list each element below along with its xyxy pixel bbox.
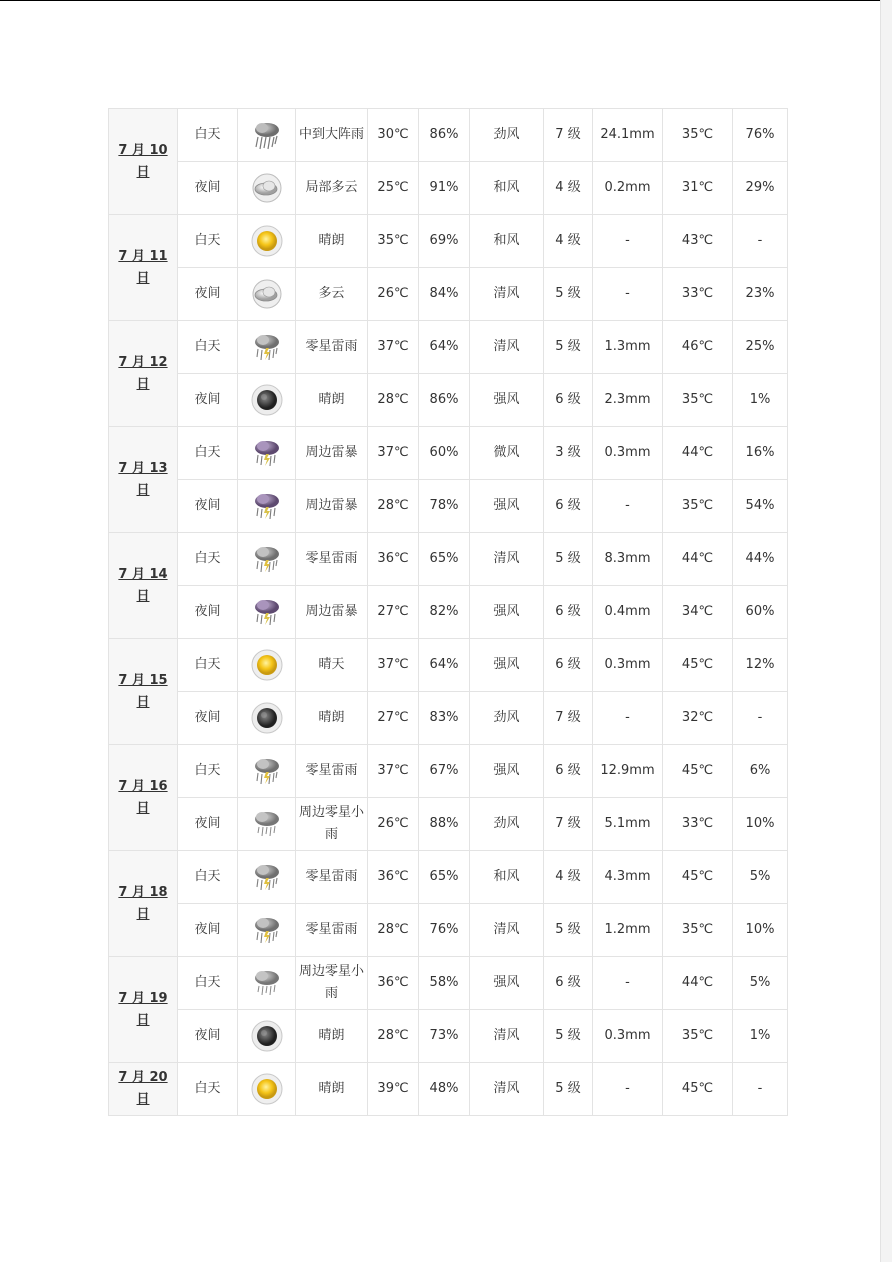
wind-level-cell: 6 级 [544, 586, 593, 639]
probability-cell: 44% [733, 533, 788, 586]
temperature-cell: 37℃ [368, 321, 419, 374]
humidity-cell: 60% [419, 427, 470, 480]
wind-cell: 强风 [470, 745, 544, 798]
wind-cell: 清风 [470, 533, 544, 586]
precipitation-cell: - [593, 957, 663, 1010]
feels-like-cell: 31℃ [663, 162, 733, 215]
thunderstorm-icon [251, 490, 283, 522]
wind-cell: 清风 [470, 1063, 544, 1116]
wind-cell: 清风 [470, 904, 544, 957]
temperature-cell: 36℃ [368, 957, 419, 1010]
feels-like-cell: 35℃ [663, 904, 733, 957]
feels-like-cell: 32℃ [663, 692, 733, 745]
probability-cell: 5% [733, 957, 788, 1010]
temperature-cell: 37℃ [368, 745, 419, 798]
date-cell [109, 745, 178, 851]
humidity-cell: 82% [419, 586, 470, 639]
period-cell: 白天 [178, 957, 238, 1010]
table-row [109, 109, 788, 162]
period-cell: 白天 [178, 745, 238, 798]
probability-cell: 16% [733, 427, 788, 480]
sun-icon [251, 1073, 283, 1105]
date-link[interactable]: 7 月 13 日 [118, 460, 168, 498]
sun-icon [251, 225, 283, 257]
weather-icon-cell [238, 162, 296, 215]
weather-icon-cell [238, 586, 296, 639]
temperature-cell: 36℃ [368, 851, 419, 904]
weather-icon-cell [238, 904, 296, 957]
table-row [109, 798, 788, 851]
feels-like-cell: 43℃ [663, 215, 733, 268]
date-link[interactable]: 7 月 19 日 [118, 990, 168, 1028]
condition-cell: 周边零星小雨 [296, 798, 368, 851]
precipitation-cell: 24.1mm [593, 109, 663, 162]
sun-icon [251, 649, 283, 681]
precipitation-cell: - [593, 480, 663, 533]
wind-cell: 清风 [470, 321, 544, 374]
probability-cell: 1% [733, 1010, 788, 1063]
table-row [109, 427, 788, 480]
weather-icon-cell [238, 639, 296, 692]
condition-cell: 周边雷暴 [296, 427, 368, 480]
thunder-rain-icon [251, 543, 283, 575]
weather-icon-cell [238, 480, 296, 533]
weather-icon-cell [238, 533, 296, 586]
table-row [109, 215, 788, 268]
wind-level-cell: 5 级 [544, 1010, 593, 1063]
partly-cloudy-night-icon [251, 278, 283, 310]
thunder-rain-icon [251, 331, 283, 363]
period-cell: 夜间 [178, 586, 238, 639]
probability-cell: 23% [733, 268, 788, 321]
wind-level-cell: 7 级 [544, 798, 593, 851]
precipitation-cell: 5.1mm [593, 798, 663, 851]
humidity-cell: 78% [419, 480, 470, 533]
precipitation-cell: - [593, 268, 663, 321]
table-row [109, 162, 788, 215]
probability-cell: 5% [733, 851, 788, 904]
weather-table-body [109, 109, 788, 1116]
temperature-cell: 28℃ [368, 904, 419, 957]
feels-like-cell: 33℃ [663, 798, 733, 851]
condition-cell: 周边雷暴 [296, 480, 368, 533]
wind-level-cell: 5 级 [544, 904, 593, 957]
page-right-gutter [880, 0, 892, 1262]
probability-cell: - [733, 215, 788, 268]
feels-like-cell: 44℃ [663, 533, 733, 586]
temperature-cell: 27℃ [368, 692, 419, 745]
cloud-light-rain-icon [251, 808, 283, 840]
thunder-rain-icon [251, 914, 283, 946]
temperature-cell: 39℃ [368, 1063, 419, 1116]
humidity-cell: 69% [419, 215, 470, 268]
condition-cell: 零星雷雨 [296, 851, 368, 904]
date-cell [109, 427, 178, 533]
period-cell: 白天 [178, 639, 238, 692]
thunderstorm-icon [251, 596, 283, 628]
wind-cell: 和风 [470, 162, 544, 215]
temperature-cell: 27℃ [368, 586, 419, 639]
cloud-heavy-rain-icon [251, 119, 283, 151]
humidity-cell: 65% [419, 533, 470, 586]
date-link[interactable]: 7 月 15 日 [118, 672, 168, 710]
feels-like-cell: 45℃ [663, 639, 733, 692]
temperature-cell: 28℃ [368, 1010, 419, 1063]
table-row [109, 268, 788, 321]
precipitation-cell: 0.4mm [593, 586, 663, 639]
humidity-cell: 83% [419, 692, 470, 745]
condition-cell: 零星雷雨 [296, 533, 368, 586]
wind-level-cell: 5 级 [544, 1063, 593, 1116]
weather-icon-cell [238, 692, 296, 745]
date-link[interactable]: 7 月 14 日 [118, 566, 168, 604]
date-cell [109, 109, 178, 215]
period-cell: 夜间 [178, 904, 238, 957]
humidity-cell: 67% [419, 745, 470, 798]
temperature-cell: 26℃ [368, 798, 419, 851]
period-cell: 夜间 [178, 268, 238, 321]
period-cell: 夜间 [178, 162, 238, 215]
period-cell: 夜间 [178, 692, 238, 745]
date-link[interactable]: 7 月 18 日 [118, 884, 168, 922]
wind-level-cell: 6 级 [544, 957, 593, 1010]
humidity-cell: 84% [419, 268, 470, 321]
temperature-cell: 36℃ [368, 533, 419, 586]
humidity-cell: 76% [419, 904, 470, 957]
condition-cell: 中到大阵雨 [296, 109, 368, 162]
precipitation-cell: 4.3mm [593, 851, 663, 904]
wind-level-cell: 4 级 [544, 162, 593, 215]
table-row [109, 321, 788, 374]
precipitation-cell: 0.3mm [593, 427, 663, 480]
weather-icon-cell [238, 798, 296, 851]
wind-level-cell: 6 级 [544, 745, 593, 798]
thunder-rain-icon [251, 755, 283, 787]
probability-cell: 12% [733, 639, 788, 692]
date-cell [109, 533, 178, 639]
wind-cell: 微风 [470, 427, 544, 480]
feels-like-cell: 33℃ [663, 268, 733, 321]
feels-like-cell: 46℃ [663, 321, 733, 374]
feels-like-cell: 44℃ [663, 957, 733, 1010]
precipitation-cell: 0.3mm [593, 1010, 663, 1063]
table-row [109, 745, 788, 798]
feels-like-cell: 45℃ [663, 1063, 733, 1116]
weather-forecast-table [108, 108, 788, 1116]
weather-icon-cell [238, 1063, 296, 1116]
period-cell: 白天 [178, 533, 238, 586]
period-cell: 夜间 [178, 480, 238, 533]
period-cell: 白天 [178, 109, 238, 162]
condition-cell: 晴天 [296, 639, 368, 692]
weather-icon-cell [238, 957, 296, 1010]
precipitation-cell: 8.3mm [593, 533, 663, 586]
precipitation-cell: 1.3mm [593, 321, 663, 374]
partly-cloudy-night-icon [251, 172, 283, 204]
humidity-cell: 88% [419, 798, 470, 851]
precipitation-cell: - [593, 215, 663, 268]
wind-cell: 劲风 [470, 109, 544, 162]
condition-cell: 零星雷雨 [296, 321, 368, 374]
date-link[interactable]: 7 月 12 日 [118, 354, 168, 392]
humidity-cell: 48% [419, 1063, 470, 1116]
condition-cell: 局部多云 [296, 162, 368, 215]
table-row [109, 374, 788, 427]
probability-cell: 10% [733, 904, 788, 957]
wind-cell: 劲风 [470, 692, 544, 745]
humidity-cell: 58% [419, 957, 470, 1010]
probability-cell: - [733, 1063, 788, 1116]
weather-icon-cell [238, 109, 296, 162]
wind-cell: 和风 [470, 215, 544, 268]
wind-level-cell: 4 级 [544, 851, 593, 904]
precipitation-cell: 1.2mm [593, 904, 663, 957]
condition-cell: 周边雷暴 [296, 586, 368, 639]
feels-like-cell: 35℃ [663, 109, 733, 162]
probability-cell: 76% [733, 109, 788, 162]
condition-cell: 零星雷雨 [296, 904, 368, 957]
table-row [109, 533, 788, 586]
temperature-cell: 26℃ [368, 268, 419, 321]
condition-cell: 多云 [296, 268, 368, 321]
table-row [109, 1063, 788, 1116]
wind-cell: 强风 [470, 374, 544, 427]
wind-level-cell: 7 级 [544, 692, 593, 745]
date-cell [109, 639, 178, 745]
period-cell: 白天 [178, 1063, 238, 1116]
probability-cell: 6% [733, 745, 788, 798]
temperature-cell: 28℃ [368, 374, 419, 427]
feels-like-cell: 34℃ [663, 586, 733, 639]
table-row [109, 957, 788, 1010]
date-cell [109, 851, 178, 957]
humidity-cell: 86% [419, 109, 470, 162]
probability-cell: 1% [733, 374, 788, 427]
temperature-cell: 25℃ [368, 162, 419, 215]
date-link[interactable]: 7 月 10 日 [118, 142, 168, 180]
condition-cell: 周边零星小雨 [296, 957, 368, 1010]
feels-like-cell: 35℃ [663, 480, 733, 533]
date-cell [109, 1063, 178, 1116]
humidity-cell: 64% [419, 639, 470, 692]
probability-cell: 29% [733, 162, 788, 215]
wind-level-cell: 4 级 [544, 215, 593, 268]
probability-cell: 54% [733, 480, 788, 533]
condition-cell: 晴朗 [296, 1010, 368, 1063]
weather-icon-cell [238, 745, 296, 798]
humidity-cell: 65% [419, 851, 470, 904]
period-cell: 夜间 [178, 374, 238, 427]
probability-cell: 25% [733, 321, 788, 374]
precipitation-cell: - [593, 1063, 663, 1116]
wind-cell: 强风 [470, 957, 544, 1010]
wind-cell: 和风 [470, 851, 544, 904]
condition-cell: 晴朗 [296, 215, 368, 268]
temperature-cell: 28℃ [368, 480, 419, 533]
thunderstorm-icon [251, 437, 283, 469]
wind-level-cell: 5 级 [544, 321, 593, 374]
period-cell: 白天 [178, 851, 238, 904]
feels-like-cell: 45℃ [663, 851, 733, 904]
condition-cell: 晴朗 [296, 692, 368, 745]
page-top-border [0, 0, 892, 1]
date-link[interactable]: 7 月 16 日 [118, 778, 168, 816]
period-cell: 白天 [178, 427, 238, 480]
weather-icon-cell [238, 374, 296, 427]
moon-icon [251, 702, 283, 734]
period-cell: 夜间 [178, 1010, 238, 1063]
period-cell: 白天 [178, 321, 238, 374]
table-row [109, 904, 788, 957]
weather-icon-cell [238, 1010, 296, 1063]
wind-level-cell: 3 级 [544, 427, 593, 480]
table-row [109, 1010, 788, 1063]
wind-level-cell: 6 级 [544, 639, 593, 692]
date-cell [109, 215, 178, 321]
date-link[interactable]: 7 月 11 日 [118, 248, 168, 286]
temperature-cell: 30℃ [368, 109, 419, 162]
wind-level-cell: 6 级 [544, 374, 593, 427]
precipitation-cell: 2.3mm [593, 374, 663, 427]
probability-cell: 60% [733, 586, 788, 639]
probability-cell: 10% [733, 798, 788, 851]
humidity-cell: 86% [419, 374, 470, 427]
precipitation-cell: 0.2mm [593, 162, 663, 215]
temperature-cell: 37℃ [368, 427, 419, 480]
feels-like-cell: 35℃ [663, 374, 733, 427]
date-cell [109, 321, 178, 427]
temperature-cell: 37℃ [368, 639, 419, 692]
date-cell [109, 957, 178, 1063]
precipitation-cell: 12.9mm [593, 745, 663, 798]
table-row [109, 480, 788, 533]
wind-level-cell: 5 级 [544, 533, 593, 586]
period-cell: 夜间 [178, 798, 238, 851]
table-row [109, 692, 788, 745]
cloud-light-rain-icon [251, 967, 283, 999]
probability-cell: - [733, 692, 788, 745]
condition-cell: 晴朗 [296, 374, 368, 427]
humidity-cell: 64% [419, 321, 470, 374]
wind-cell: 劲风 [470, 798, 544, 851]
weather-icon-cell [238, 427, 296, 480]
temperature-cell: 35℃ [368, 215, 419, 268]
table-row [109, 639, 788, 692]
moon-icon [251, 384, 283, 416]
wind-cell: 强风 [470, 480, 544, 533]
condition-cell: 晴朗 [296, 1063, 368, 1116]
weather-icon-cell [238, 321, 296, 374]
wind-level-cell: 5 级 [544, 268, 593, 321]
feels-like-cell: 35℃ [663, 1010, 733, 1063]
humidity-cell: 91% [419, 162, 470, 215]
wind-level-cell: 6 级 [544, 480, 593, 533]
wind-cell: 强风 [470, 586, 544, 639]
humidity-cell: 73% [419, 1010, 470, 1063]
wind-level-cell: 7 级 [544, 109, 593, 162]
weather-icon-cell [238, 851, 296, 904]
moon-icon [251, 1020, 283, 1052]
weather-icon-cell [238, 215, 296, 268]
precipitation-cell: - [593, 692, 663, 745]
feels-like-cell: 45℃ [663, 745, 733, 798]
table-row [109, 851, 788, 904]
table-row [109, 586, 788, 639]
period-cell: 白天 [178, 215, 238, 268]
date-link[interactable]: 7 月 20 日 [118, 1070, 168, 1107]
wind-cell: 强风 [470, 639, 544, 692]
condition-cell: 零星雷雨 [296, 745, 368, 798]
weather-icon-cell [238, 268, 296, 321]
thunder-rain-icon [251, 861, 283, 893]
feels-like-cell: 44℃ [663, 427, 733, 480]
precipitation-cell: 0.3mm [593, 639, 663, 692]
wind-cell: 清风 [470, 268, 544, 321]
wind-cell: 清风 [470, 1010, 544, 1063]
